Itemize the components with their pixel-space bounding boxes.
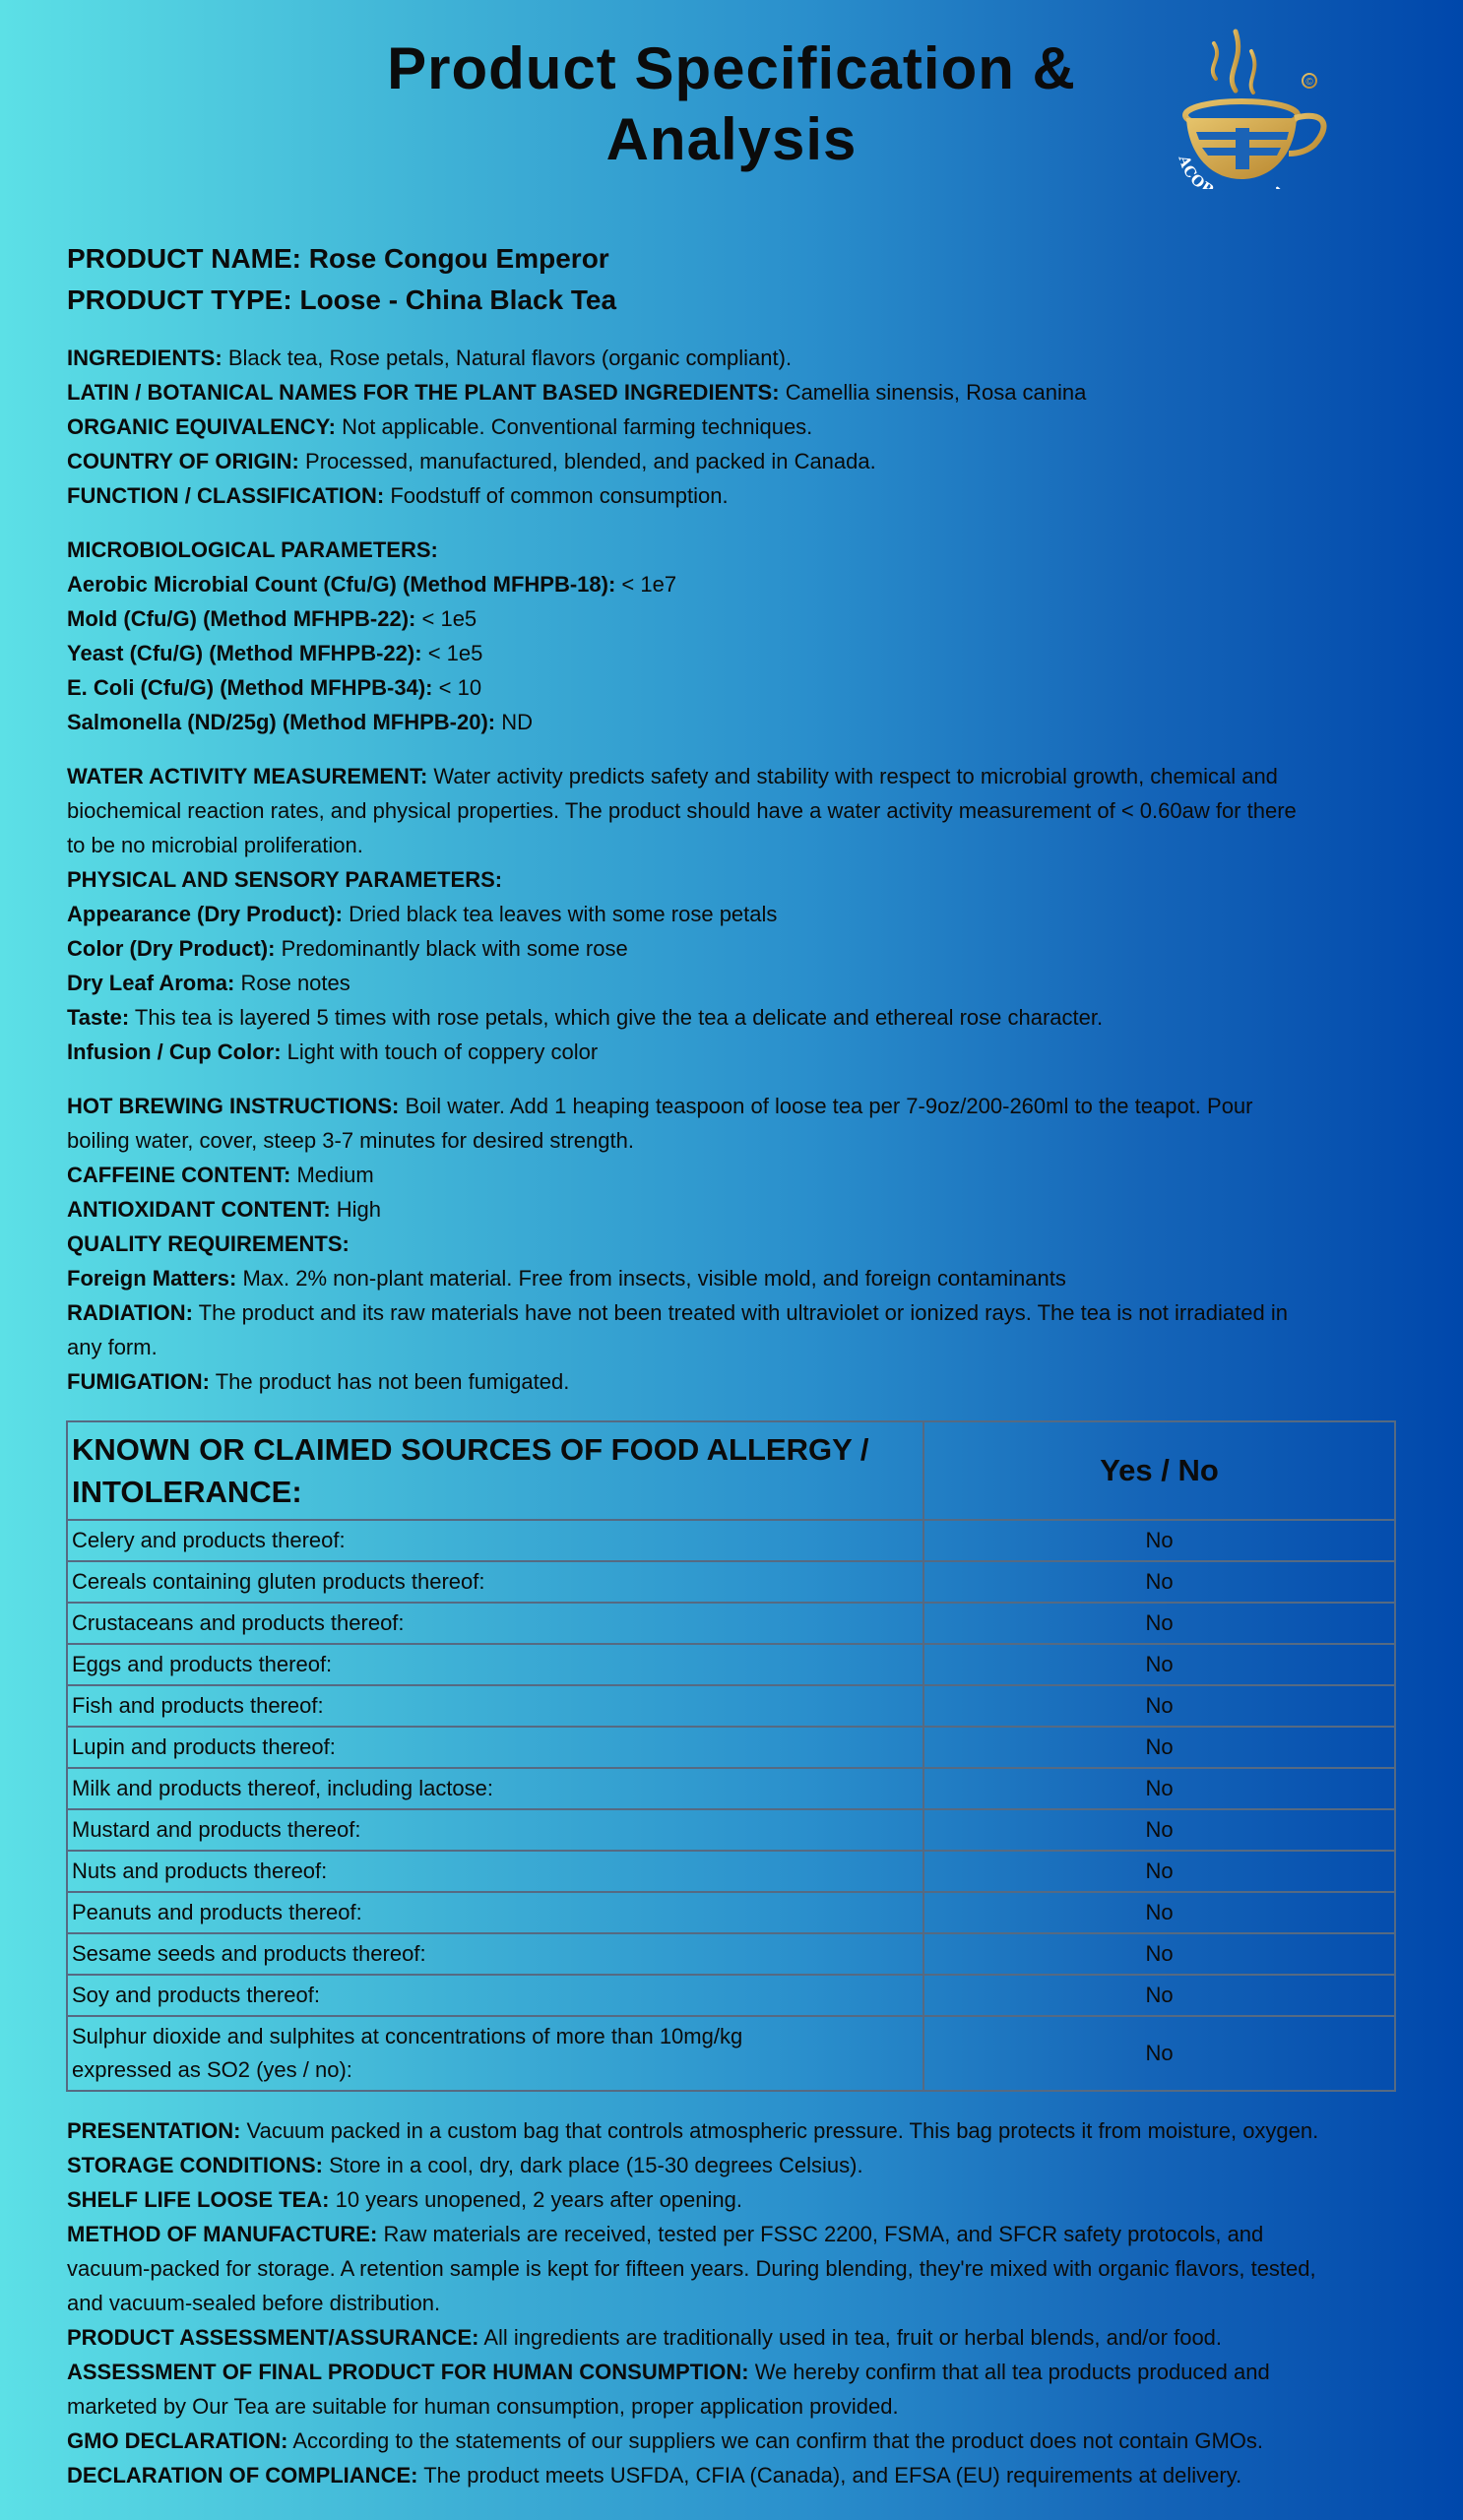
allergen-name: Nuts and products thereof:	[67, 1851, 923, 1892]
product-type: PRODUCT TYPE: Loose - China Black Tea	[67, 284, 617, 315]
allergen-value: No	[923, 1685, 1395, 1727]
human-consumption-line1: ASSESSMENT OF FINAL PRODUCT FOR HUMAN CONSUMPTION: We hereby confirm that all tea products produced and	[67, 2360, 1270, 2384]
steaming-teacup-logo-icon	[1167, 22, 1349, 189]
microbiological-section	[67, 533, 1406, 739]
logo-text: ACOP	[1175, 153, 1217, 189]
table-row	[67, 1975, 1395, 2016]
gmo-declaration: GMO DECLARATION: According to the statements of our suppliers we can confirm that the product does not contain GMOs.	[67, 2428, 1263, 2453]
allergen-value: No	[923, 1809, 1395, 1851]
page-title-line2: Analysis	[605, 106, 858, 172]
allergen-name: Soy and products thereof:	[67, 1975, 923, 2016]
allergen-name: Crustaceans and products thereof:	[67, 1603, 923, 1644]
physical-appearance: Appearance (Dry Product): Dried black tea leaves with some rose petals	[67, 902, 778, 926]
declaration-of-compliance: DECLARATION OF COMPLIANCE: The product meets USFDA, CFIA (Canada), and EFSA (EU) requirements at delivery.	[67, 2463, 1242, 2488]
physical-taste: Taste: This tea is layered 5 times with rose petals, which give the tea a delicate and ethereal rose character.	[67, 1005, 1104, 1030]
water-physical-section	[67, 759, 1406, 1069]
allergen-value: No	[923, 1768, 1395, 1809]
quality-heading: QUALITY REQUIREMENTS:	[67, 1231, 350, 1256]
general-section	[67, 341, 1406, 513]
allergen-value: No	[923, 1975, 1395, 2016]
allergen-name: Eggs and products thereof:	[67, 1644, 923, 1685]
allergy-header-sources: KNOWN OR CLAIMED SOURCES OF FOOD ALLERGY / INTOLERANCE:	[67, 1421, 923, 1520]
allergy-table	[66, 1420, 1396, 2092]
fumigation: FUMIGATION: The product has not been fumigated.	[67, 1369, 570, 1394]
physical-color: Color (Dry Product): Predominantly black with some rose	[67, 936, 628, 961]
table-row	[67, 1809, 1395, 1851]
micro-param-aerobic: Aerobic Microbial Count (Cfu/G) (Method MFHPB-18): < 1e7	[67, 572, 677, 597]
allergen-name: Celery and products thereof:	[67, 1520, 923, 1561]
allergy-table-header	[67, 1421, 1395, 1520]
water-activity-line1: WATER ACTIVITY MEASUREMENT: Water activity predicts safety and stability with respect to microbial growth, chemical and	[67, 764, 1278, 788]
micro-param-mold: Mold (Cfu/G) (Method MFHPB-22): < 1e5	[67, 606, 477, 631]
table-row	[67, 1520, 1395, 1561]
product-name: PRODUCT NAME: Rose Congou Emperor	[67, 243, 609, 274]
radiation-line2: any form.	[67, 1335, 158, 1359]
product-assurance: PRODUCT ASSESSMENT/ASSURANCE: All ingredients are traditionally used in tea, fruit or herbal blends, and/or food.	[67, 2325, 1223, 2350]
allergen-value: No	[923, 1851, 1395, 1892]
page-title-line1: Product Specification &	[387, 35, 1076, 101]
table-row	[67, 1644, 1395, 1685]
caffeine-content: CAFFEINE CONTENT: Medium	[67, 1163, 374, 1187]
organic-equivalency-line: ORGANIC EQUIVALENCY: Not applicable. Conventional farming techniques.	[67, 414, 813, 439]
microbiological-heading: MICROBIOLOGICAL PARAMETERS:	[67, 537, 438, 562]
allergen-name: Sesame seeds and products thereof:	[67, 1933, 923, 1975]
shelf-life: SHELF LIFE LOOSE TEA: 10 years unopened, 2 years after opening.	[67, 2187, 742, 2212]
table-row	[67, 1603, 1395, 1644]
table-row	[67, 1892, 1395, 1933]
manufacture-line2: vacuum-packed for storage. A retention sample is kept for fifteen years. During blending, they're mixed with organic flavors, tested,	[67, 2256, 1316, 2281]
allergen-name: Milk and products thereof, including lactose:	[67, 1768, 923, 1809]
physical-infusion-color: Infusion / Cup Color: Light with touch of coppery color	[67, 1040, 599, 1064]
antioxidant-content: ANTIOXIDANT CONTENT: High	[67, 1197, 382, 1222]
allergen-name: Cereals containing gluten products thereof:	[67, 1561, 923, 1603]
brewing-quality-section	[67, 1089, 1406, 1399]
allergy-header-yes-no: Yes / No	[923, 1421, 1395, 1520]
foreign-matters: Foreign Matters: Max. 2% non-plant material. Free from insects, visible mold, and foreign contaminants	[67, 1266, 1066, 1291]
allergen-name: Sulphur dioxide and sulphites at concentrations of more than 10mg/kg expressed as SO2 (yes / no):	[67, 2016, 923, 2091]
allergen-name: Mustard and products thereof:	[67, 1809, 923, 1851]
human-consumption-line2: marketed by Our Tea are suitable for human consumption, proper application provided.	[67, 2394, 899, 2419]
table-row	[67, 1768, 1395, 1809]
table-row	[67, 1727, 1395, 1768]
water-activity-line3: to be no microbial proliferation.	[67, 833, 363, 857]
allergen-value: No	[923, 1892, 1395, 1933]
allergen-name: Lupin and products thereof:	[67, 1727, 923, 1768]
botanical-names-line: LATIN / BOTANICAL NAMES FOR THE PLANT BASED INGREDIENTS: Camellia sinensis, Rosa canina	[67, 380, 1087, 405]
table-row	[67, 1851, 1395, 1892]
table-row	[67, 1933, 1395, 1975]
allergen-value: No	[923, 1644, 1395, 1685]
function-classification-line: FUNCTION / CLASSIFICATION: Foodstuff of common consumption.	[67, 483, 729, 508]
micro-param-yeast: Yeast (Cfu/G) (Method MFHPB-22): < 1e5	[67, 641, 483, 665]
allergen-name: Peanuts and products thereof:	[67, 1892, 923, 1933]
radiation-line1: RADIATION: The product and its raw materials have not been treated with ultraviolet or ionized rays. The tea is not irradiated in	[67, 1300, 1288, 1325]
brewing-line1: HOT BREWING INSTRUCTIONS: Boil water. Add 1 heaping teaspoon of loose tea per 7-9oz/200-260ml to the teapot. Pour	[67, 1094, 1253, 1118]
physical-aroma: Dry Leaf Aroma: Rose notes	[67, 971, 350, 995]
micro-param-salmonella: Salmonella (ND/25g) (Method MFHPB-20): ND	[67, 710, 534, 734]
physical-heading: PHYSICAL AND SENSORY PARAMETERS:	[67, 867, 503, 892]
allergen-value: No	[923, 1520, 1395, 1561]
brewing-line2: boiling water, cover, steep 3-7 minutes for desired strength.	[67, 1128, 634, 1153]
table-row	[67, 2016, 1395, 2091]
allergen-value: No	[923, 1727, 1395, 1768]
table-row	[67, 1685, 1395, 1727]
copyright-mark: ©	[1305, 77, 1313, 88]
brand-logo	[1167, 22, 1349, 189]
manufacture-line1: METHOD OF MANUFACTURE: Raw materials are received, tested per FSSC 2200, FSMA, and SFCR safety protocols, and	[67, 2222, 1264, 2246]
allergen-name: Fish and products thereof:	[67, 1685, 923, 1727]
allergen-value: No	[923, 1933, 1395, 1975]
allergen-value: No	[923, 2016, 1395, 2091]
presentation: PRESENTATION: Vacuum packed in a custom bag that controls atmospheric pressure. This bag protects it from moisture, oxygen.	[67, 2118, 1319, 2143]
table-row	[67, 1561, 1395, 1603]
spec-content	[67, 238, 1406, 2492]
allergen-value: No	[923, 1561, 1395, 1603]
footer-section	[67, 2113, 1406, 2492]
storage-conditions: STORAGE CONDITIONS: Store in a cool, dry, dark place (15-30 degrees Celsius).	[67, 2153, 863, 2177]
micro-param-ecoli: E. Coli (Cfu/G) (Method MFHPB-34): < 10	[67, 675, 482, 700]
allergen-value: No	[923, 1603, 1395, 1644]
country-of-origin-line: COUNTRY OF ORIGIN: Processed, manufactured, blended, and packed in Canada.	[67, 449, 876, 473]
water-activity-line2: biochemical reaction rates, and physical properties. The product should have a water activity measurement of < 0.60aw for there	[67, 798, 1297, 823]
ingredients-line: INGREDIENTS: Black tea, Rose petals, Natural flavors (organic compliant).	[67, 346, 793, 370]
manufacture-line3: and vacuum-sealed before distribution.	[67, 2291, 441, 2315]
